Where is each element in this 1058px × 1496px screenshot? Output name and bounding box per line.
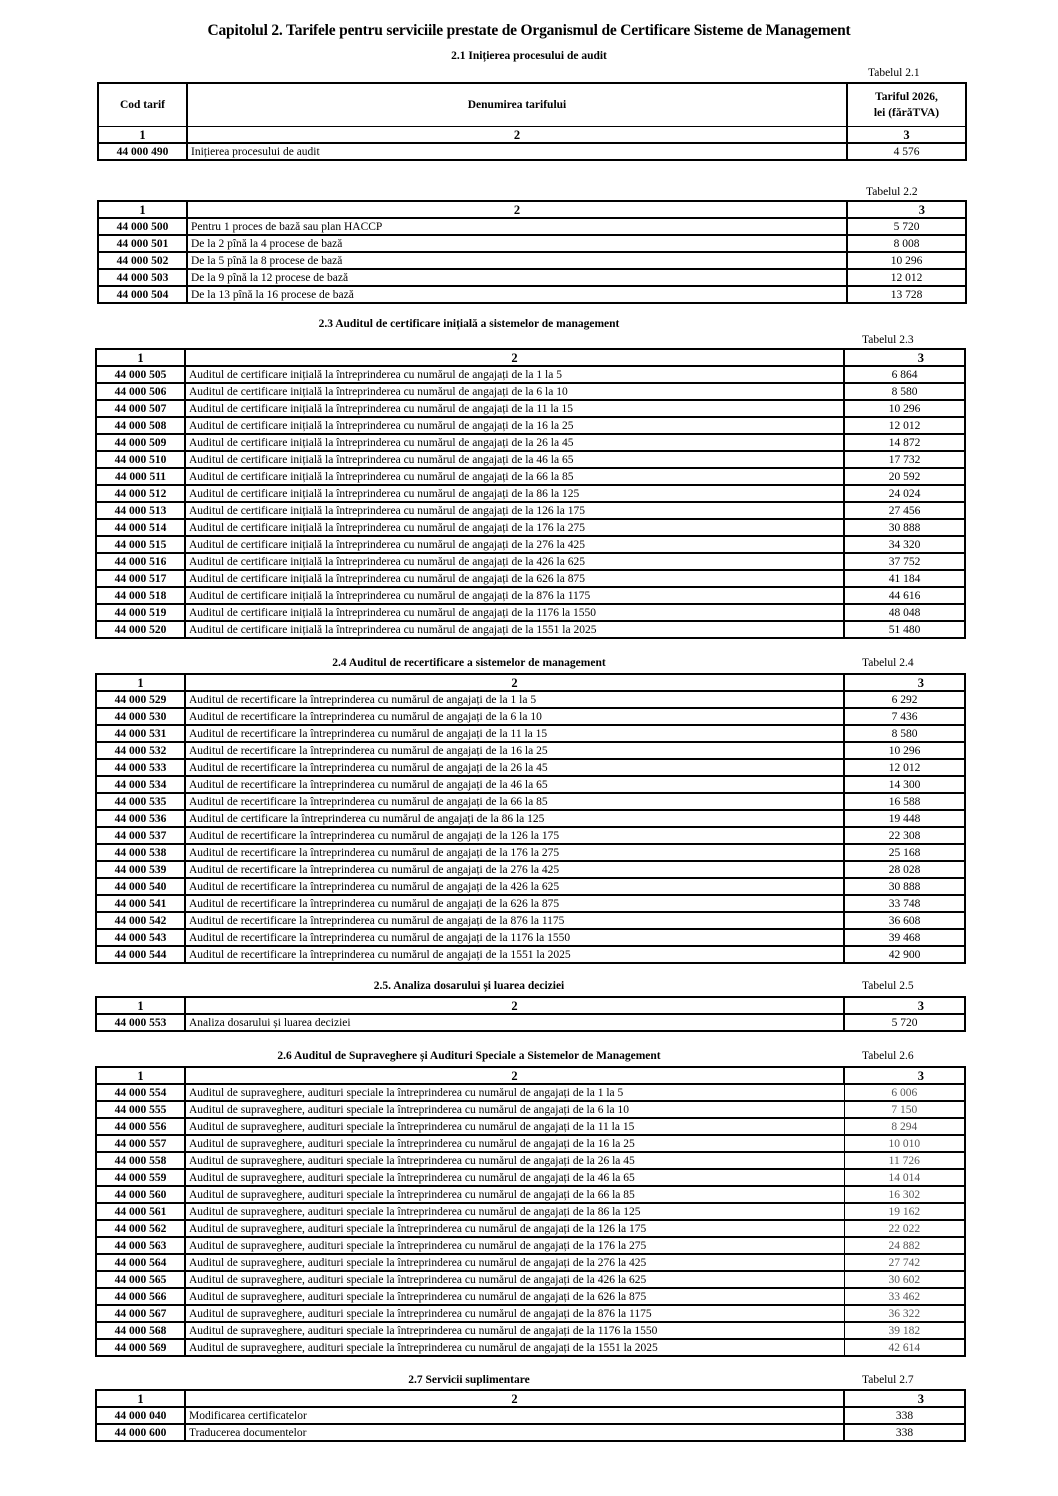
tariff-price: 10 296 <box>844 400 965 417</box>
tariff-name: Auditul de supraveghere, audituri speciale la întreprinderea cu numărul de angajați de la 1551 la 2025 <box>185 1339 844 1356</box>
tariff-row <box>96 946 965 963</box>
tariff-price: 8 008 <box>847 235 966 252</box>
tariff-price: 39 468 <box>844 929 965 946</box>
section-title-2-6: 2.6 Auditul de Supraveghere și Audituri Speciale a Sistemelor de Management <box>277 1050 661 1062</box>
column-number-1: 1 <box>96 674 185 691</box>
table-label-2-4: Tabelul 2.4 <box>862 657 914 669</box>
column-number-row <box>96 1067 965 1084</box>
tariff-name: De la 2 pînă la 4 procese de bază <box>187 235 847 252</box>
tariff-name: Auditul de recertificare la întreprinderea cu numărul de angajați de la 26 la 45 <box>185 759 844 776</box>
tariff-code: 44 000 506 <box>96 383 185 400</box>
tariff-row <box>96 1220 965 1237</box>
tariff-name: Auditul de certificare inițială la întreprinderea cu numărul de angajați de la 1176 la 1550 <box>185 604 844 621</box>
tariff-price: 20 592 <box>844 468 965 485</box>
tariff-row <box>96 417 965 434</box>
tariff-row <box>96 1322 965 1339</box>
table-label-2-6: Tabelul 2.6 <box>862 1050 914 1062</box>
tariff-price: 37 752 <box>844 553 965 570</box>
tariff-name: Auditul de supraveghere, audituri speciale la întreprinderea cu numărul de angajați de la 876 la 1175 <box>185 1305 844 1322</box>
tariff-code: 44 000 514 <box>96 519 185 536</box>
tariff-price: 17 732 <box>844 451 965 468</box>
tariff-name: Auditul de certificare inițială la întreprinderea cu numărul de angajați de la 426 la 625 <box>185 553 844 570</box>
tariff-row <box>98 218 966 235</box>
tariff-row <box>96 1203 965 1220</box>
tariff-name: Auditul de certificare inițială la întreprinderea cu numărul de angajați de la 1 la 5 <box>185 366 844 383</box>
tariff-row <box>98 286 966 303</box>
tariff-price: 6 006 <box>844 1084 965 1101</box>
tariff-code: 44 000 536 <box>96 810 185 827</box>
tariff-price: 16 588 <box>844 793 965 810</box>
header-name: Denumirea tarifului <box>187 83 847 127</box>
tariff-code: 44 000 562 <box>96 1220 185 1237</box>
tariff-row <box>96 485 965 502</box>
tariff-table-2-6 <box>95 1066 966 1357</box>
tariff-code: 44 000 533 <box>96 759 185 776</box>
column-number-3: 3 <box>847 201 966 218</box>
column-number-2: 2 <box>185 997 844 1014</box>
tariff-price: 10 296 <box>844 742 965 759</box>
tariff-row <box>96 1186 965 1203</box>
column-number-row <box>96 1390 965 1407</box>
table-label-2-5: Tabelul 2.5 <box>862 980 914 992</box>
tariff-name: Auditul de certificare inițială la întreprinderea cu numărul de angajați de la 16 la 25 <box>185 417 844 434</box>
tariff-price: 39 182 <box>844 1322 965 1339</box>
tariff-name: Auditul de recertificare la întreprinderea cu numărul de angajați de la 876 la 1175 <box>185 912 844 929</box>
tariff-name: Auditul de certificare inițială la întreprinderea cu numărul de angajați de la 6 la 10 <box>185 383 844 400</box>
tariff-name: Auditul de supraveghere, audituri speciale la întreprinderea cu numărul de angajați de la 86 la 125 <box>185 1203 844 1220</box>
tariff-price: 22 308 <box>844 827 965 844</box>
tariff-code: 44 000 567 <box>96 1305 185 1322</box>
tariff-code: 44 000 518 <box>96 587 185 604</box>
tariff-price: 14 014 <box>844 1169 965 1186</box>
tariff-code: 44 000 515 <box>96 536 185 553</box>
tariff-row <box>96 776 965 793</box>
tariff-price: 11 726 <box>844 1152 965 1169</box>
header-code: Cod tarif <box>98 83 187 127</box>
tariff-name: Auditul de supraveghere, audituri speciale la întreprinderea cu numărul de angajați de la 46 la 65 <box>185 1169 844 1186</box>
tariff-table-2-1 <box>97 82 967 161</box>
tariff-price: 6 292 <box>844 691 965 708</box>
tariff-price: 28 028 <box>844 861 965 878</box>
tariff-code: 44 000 530 <box>96 708 185 725</box>
tariff-name: Auditul de certificare inițială la întreprinderea cu numărul de angajați de la 11 la 15 <box>185 400 844 417</box>
tariff-code: 44 000 505 <box>96 366 185 383</box>
tariff-row <box>96 570 965 587</box>
tariff-row <box>96 1135 965 1152</box>
tariff-row <box>96 1407 965 1424</box>
tariff-row <box>96 1254 965 1271</box>
tariff-code: 44 000 568 <box>96 1322 185 1339</box>
tariff-code: 44 000 566 <box>96 1288 185 1305</box>
tariff-row <box>96 929 965 946</box>
tariff-code: 44 000 561 <box>96 1203 185 1220</box>
tariff-price: 34 320 <box>844 536 965 553</box>
tariff-row <box>96 844 965 861</box>
tariff-code: 44 000 556 <box>96 1118 185 1135</box>
tariff-name: Traducerea documentelor <box>185 1424 844 1441</box>
tariff-row <box>96 1305 965 1322</box>
tariff-row <box>96 621 965 638</box>
tariff-row <box>96 912 965 929</box>
tariff-code: 44 000 509 <box>96 434 185 451</box>
tariff-price: 7 436 <box>844 708 965 725</box>
tariff-code: 44 000 542 <box>96 912 185 929</box>
tariff-name: Auditul de certificare inițială la întreprinderea cu numărul de angajați de la 876 la 1175 <box>185 587 844 604</box>
tariff-price: 7 150 <box>844 1101 965 1118</box>
tariff-price: 6 864 <box>844 366 965 383</box>
tariff-code: 44 000 600 <box>96 1424 185 1441</box>
tariff-code: 44 000 520 <box>96 621 185 638</box>
tariff-price: 5 720 <box>847 218 966 235</box>
tariff-name: Auditul de certificare inițială la întreprinderea cu numărul de angajați de la 46 la 65 <box>185 451 844 468</box>
tariff-price: 42 614 <box>844 1339 965 1356</box>
tariff-row <box>98 252 966 269</box>
header-price-line1: Tariful 2026, <box>875 91 938 103</box>
tariff-row <box>98 143 966 160</box>
tariff-name: De la 5 pînă la 8 procese de bază <box>187 252 847 269</box>
tariff-code: 44 000 558 <box>96 1152 185 1169</box>
section-title-2-7: 2.7 Servicii suplimentare <box>408 1374 530 1386</box>
tariff-code: 44 000 517 <box>96 570 185 587</box>
column-number-1: 1 <box>96 1390 185 1407</box>
tariff-code: 44 000 500 <box>98 218 187 235</box>
tariff-table-2-2 <box>97 200 967 304</box>
tariff-table-2-3 <box>95 348 966 639</box>
tariff-price: 19 162 <box>844 1203 965 1220</box>
tariff-name: De la 13 pînă la 16 procese de bază <box>187 286 847 303</box>
column-number-2: 2 <box>187 201 847 218</box>
tariff-name: Auditul de certificare inițială la întreprinderea cu numărul de angajați de la 176 la 275 <box>185 519 844 536</box>
tariff-price: 12 012 <box>847 269 966 286</box>
tariff-price: 36 322 <box>844 1305 965 1322</box>
tariff-code: 44 000 537 <box>96 827 185 844</box>
tariff-price: 8 580 <box>844 725 965 742</box>
tariff-price: 10 010 <box>844 1135 965 1152</box>
tariff-row <box>96 1288 965 1305</box>
tariff-price: 5 720 <box>844 1014 965 1031</box>
tariff-row <box>96 434 965 451</box>
tariff-price: 27 742 <box>844 1254 965 1271</box>
tariff-code: 44 000 511 <box>96 468 185 485</box>
tariff-name: Auditul de recertificare la întreprinderea cu numărul de angajați de la 276 la 425 <box>185 861 844 878</box>
tariff-row <box>96 383 965 400</box>
table-label-2-2: Tabelul 2.2 <box>866 186 918 198</box>
tariff-name: Auditul de certificare la întreprinderea cu numărul de angajați de la 86 la 125 <box>185 810 844 827</box>
tariff-code: 44 000 531 <box>96 725 185 742</box>
tariff-price: 24 882 <box>844 1237 965 1254</box>
section-title-2-5: 2.5. Analiza dosarului și luarea deciziei <box>373 980 565 992</box>
tariff-name: Auditul de recertificare la întreprinderea cu numărul de angajați de la 626 la 875 <box>185 895 844 912</box>
tariff-name: Auditul de supraveghere, audituri speciale la întreprinderea cu numărul de angajați de la 1176 la 1550 <box>185 1322 844 1339</box>
tariff-price: 24 024 <box>844 485 965 502</box>
tariff-price: 44 616 <box>844 587 965 604</box>
tariff-code: 44 000 513 <box>96 502 185 519</box>
tariff-row <box>96 895 965 912</box>
tariff-table-2-4 <box>95 673 966 964</box>
tariff-table-2-7 <box>95 1389 966 1442</box>
column-number-1: 1 <box>98 127 187 144</box>
tariff-code: 44 000 516 <box>96 553 185 570</box>
tariff-name: Auditul de supraveghere, audituri speciale la întreprinderea cu numărul de angajați de la 126 la 175 <box>185 1220 844 1237</box>
tariff-price: 42 900 <box>844 946 965 963</box>
tariff-row <box>96 1152 965 1169</box>
tariff-price: 33 748 <box>844 895 965 912</box>
tariff-row <box>96 742 965 759</box>
tariff-code: 44 000 540 <box>96 878 185 895</box>
tariff-code: 44 000 040 <box>96 1407 185 1424</box>
tariff-price: 8 580 <box>844 383 965 400</box>
header-price-line2: lei (fărăTVA) <box>873 107 940 119</box>
tariff-price: 19 448 <box>844 810 965 827</box>
column-number-row <box>98 201 966 218</box>
tariff-code: 44 000 508 <box>96 417 185 434</box>
tariff-price: 13 728 <box>847 286 966 303</box>
tariff-name: Auditul de certificare inițială la întreprinderea cu numărul de angajați de la 276 la 425 <box>185 536 844 553</box>
tariff-code: 44 000 554 <box>96 1084 185 1101</box>
column-number-1: 1 <box>96 349 185 366</box>
tariff-row <box>96 1084 965 1101</box>
column-number-3: 3 <box>844 349 965 366</box>
tariff-name: Pentru 1 proces de bază sau plan HACCP <box>187 218 847 235</box>
tariff-price: 338 <box>844 1407 965 1424</box>
tariff-price: 22 022 <box>844 1220 965 1237</box>
tariff-code: 44 000 557 <box>96 1135 185 1152</box>
tariff-price: 10 296 <box>847 252 966 269</box>
tariff-row <box>96 587 965 604</box>
column-number-1: 1 <box>98 201 187 218</box>
column-number-1: 1 <box>96 997 185 1014</box>
column-number-2: 2 <box>185 1067 844 1084</box>
tariff-price: 12 012 <box>844 759 965 776</box>
tariff-row <box>96 451 965 468</box>
tariff-name: Analiza dosarului și luarea deciziei <box>185 1014 844 1031</box>
tariff-row <box>96 1237 965 1254</box>
tariff-name: Auditul de recertificare la întreprinderea cu numărul de angajați de la 46 la 65 <box>185 776 844 793</box>
tariff-row <box>98 235 966 252</box>
tariff-code: 44 000 563 <box>96 1237 185 1254</box>
tariff-code: 44 000 534 <box>96 776 185 793</box>
tariff-name: Auditul de supraveghere, audituri speciale la întreprinderea cu numărul de angajați de la 626 la 875 <box>185 1288 844 1305</box>
tariff-row <box>98 269 966 286</box>
tariff-name: Auditul de supraveghere, audituri speciale la întreprinderea cu numărul de angajați de la 426 la 625 <box>185 1271 844 1288</box>
column-number-1: 1 <box>96 1067 185 1084</box>
column-number-row <box>96 349 965 366</box>
tariff-code: 44 000 543 <box>96 929 185 946</box>
tariff-name: Auditul de recertificare la întreprinderea cu numărul de angajați de la 1551 la 2025 <box>185 946 844 963</box>
tariff-code: 44 000 553 <box>96 1014 185 1031</box>
column-number-2: 2 <box>187 127 847 144</box>
tariff-name: Auditul de recertificare la întreprinderea cu numărul de angajați de la 426 la 625 <box>185 878 844 895</box>
tariff-row <box>96 759 965 776</box>
tariff-code: 44 000 559 <box>96 1169 185 1186</box>
tariff-row <box>96 604 965 621</box>
tariff-code: 44 000 490 <box>98 143 187 160</box>
tariff-row <box>96 1169 965 1186</box>
column-number-2: 2 <box>185 349 844 366</box>
tariff-code: 44 000 555 <box>96 1101 185 1118</box>
tariff-price: 30 888 <box>844 519 965 536</box>
column-number-3: 3 <box>844 674 965 691</box>
column-number-3: 3 <box>847 127 966 144</box>
tariff-name: Auditul de supraveghere, audituri speciale la întreprinderea cu numărul de angajați de la 26 la 45 <box>185 1152 844 1169</box>
tariff-row <box>96 1014 965 1031</box>
tariff-price: 16 302 <box>844 1186 965 1203</box>
tariff-name: Auditul de certificare inițială la întreprinderea cu numărul de angajați de la 26 la 45 <box>185 434 844 451</box>
tariff-name: Auditul de recertificare la întreprinderea cu numărul de angajați de la 11 la 15 <box>185 725 844 742</box>
tariff-row <box>96 1101 965 1118</box>
tariff-row <box>96 536 965 553</box>
tariff-row <box>96 519 965 536</box>
tariff-name: Auditul de supraveghere, audituri speciale la întreprinderea cu numărul de angajați de la 276 la 425 <box>185 1254 844 1271</box>
tariff-name: Auditul de supraveghere, audituri speciale la întreprinderea cu numărul de angajați de la 6 la 10 <box>185 1101 844 1118</box>
tariff-code: 44 000 502 <box>98 252 187 269</box>
tariff-row <box>96 1339 965 1356</box>
tariff-name: Auditul de recertificare la întreprinderea cu numărul de angajați de la 1 la 5 <box>185 691 844 708</box>
tariff-row <box>96 793 965 810</box>
tariff-code: 44 000 507 <box>96 400 185 417</box>
tariff-price: 4 576 <box>847 143 966 160</box>
tariff-code: 44 000 569 <box>96 1339 185 1356</box>
column-number-3: 3 <box>844 1390 965 1407</box>
tariff-code: 44 000 560 <box>96 1186 185 1203</box>
header-price <box>847 83 966 127</box>
tariff-price: 14 872 <box>844 434 965 451</box>
tariff-code: 44 000 504 <box>98 286 187 303</box>
tariff-name: Auditul de recertificare la întreprinderea cu numărul de angajați de la 6 la 10 <box>185 708 844 725</box>
section-title-2-3: 2.3 Auditul de certificare inițială a sistemelor de management <box>318 318 620 330</box>
tariff-row <box>96 878 965 895</box>
tariff-name: Auditul de supraveghere, audituri speciale la întreprinderea cu numărul de angajați de la 11 la 15 <box>185 1118 844 1135</box>
tariff-row <box>96 468 965 485</box>
tariff-row <box>96 1271 965 1288</box>
column-number-row <box>96 997 965 1014</box>
table-label-2-3: Tabelul 2.3 <box>862 334 914 346</box>
tariff-price: 51 480 <box>844 621 965 638</box>
tariff-row <box>96 1424 965 1441</box>
tariff-row <box>96 553 965 570</box>
tariff-name: Modificarea certificatelor <box>185 1407 844 1424</box>
tariff-name: Auditul de recertificare la întreprinderea cu numărul de angajați de la 66 la 85 <box>185 793 844 810</box>
tariff-price: 27 456 <box>844 502 965 519</box>
tariff-price: 30 602 <box>844 1271 965 1288</box>
tariff-row <box>96 502 965 519</box>
tariff-code: 44 000 529 <box>96 691 185 708</box>
tariff-name: Auditul de recertificare la întreprinderea cu numărul de angajați de la 1176 la 1550 <box>185 929 844 946</box>
tariff-price: 33 462 <box>844 1288 965 1305</box>
tariff-code: 44 000 510 <box>96 451 185 468</box>
tariff-name: Auditul de certificare inițială la întreprinderea cu numărul de angajați de la 66 la 85 <box>185 468 844 485</box>
tariff-name: Auditul de certificare inițială la întreprinderea cu numărul de angajați de la 86 la 125 <box>185 485 844 502</box>
tariff-price: 30 888 <box>844 878 965 895</box>
tariff-code: 44 000 541 <box>96 895 185 912</box>
tariff-code: 44 000 503 <box>98 269 187 286</box>
tariff-code: 44 000 535 <box>96 793 185 810</box>
column-number-row <box>96 674 965 691</box>
tariff-price: 48 048 <box>844 604 965 621</box>
section-title-2-1: 2.1 Inițierea procesului de audit <box>451 50 607 62</box>
tariff-code: 44 000 539 <box>96 861 185 878</box>
tariff-row <box>96 400 965 417</box>
tariff-name: Auditul de supraveghere, audituri speciale la întreprinderea cu numărul de angajați de la 66 la 85 <box>185 1186 844 1203</box>
tariff-row <box>96 708 965 725</box>
section-title-2-4: 2.4 Auditul de recertificare a sistemelor de management <box>332 657 606 669</box>
tariff-code: 44 000 544 <box>96 946 185 963</box>
tariff-name: Auditul de certificare inițială la întreprinderea cu numărul de angajați de la 1551 la 2025 <box>185 621 844 638</box>
column-number-row <box>98 127 966 144</box>
chapter-title: Capitolul 2. Tarifele pentru serviciile prestate de Organismul de Certificare Sisteme de Management <box>207 22 851 39</box>
tariff-row <box>96 1118 965 1135</box>
column-number-2: 2 <box>185 1390 844 1407</box>
tariff-code: 44 000 538 <box>96 844 185 861</box>
column-number-3: 3 <box>844 1067 965 1084</box>
table-header-row <box>98 83 966 127</box>
tariff-table-2-5 <box>95 996 966 1032</box>
tariff-name: De la 9 pînă la 12 procese de bază <box>187 269 847 286</box>
table-label-2-1: Tabelul 2.1 <box>868 67 920 79</box>
tariff-row <box>96 691 965 708</box>
tariff-name: Auditul de certificare inițială la întreprinderea cu numărul de angajați de la 126 la 175 <box>185 502 844 519</box>
tariff-price: 14 300 <box>844 776 965 793</box>
tariff-price: 8 294 <box>844 1118 965 1135</box>
tariff-code: 44 000 565 <box>96 1271 185 1288</box>
tariff-code: 44 000 519 <box>96 604 185 621</box>
tariff-code: 44 000 564 <box>96 1254 185 1271</box>
tariff-code: 44 000 512 <box>96 485 185 502</box>
tariff-price: 12 012 <box>844 417 965 434</box>
tariff-code: 44 000 532 <box>96 742 185 759</box>
table-label-2-7: Tabelul 2.7 <box>862 1374 914 1386</box>
tariff-name: Auditul de recertificare la întreprinderea cu numărul de angajați de la 16 la 25 <box>185 742 844 759</box>
column-number-2: 2 <box>185 674 844 691</box>
tariff-row <box>96 861 965 878</box>
tariff-name: Auditul de recertificare la întreprinderea cu numărul de angajați de la 126 la 175 <box>185 827 844 844</box>
tariff-name: Auditul de supraveghere, audituri speciale la întreprinderea cu numărul de angajați de la 16 la 25 <box>185 1135 844 1152</box>
tariff-row <box>96 725 965 742</box>
column-number-3: 3 <box>844 997 965 1014</box>
tariff-price: 36 608 <box>844 912 965 929</box>
tariff-code: 44 000 501 <box>98 235 187 252</box>
tariff-name: Auditul de supraveghere, audituri speciale la întreprinderea cu numărul de angajați de la 1 la 5 <box>185 1084 844 1101</box>
tariff-price: 41 184 <box>844 570 965 587</box>
tariff-price: 25 168 <box>844 844 965 861</box>
tariff-row <box>96 827 965 844</box>
tariff-row <box>96 366 965 383</box>
tariff-price: 338 <box>844 1424 965 1441</box>
tariff-row <box>96 810 965 827</box>
tariff-name: Inițierea procesului de audit <box>187 143 847 160</box>
tariff-name: Auditul de supraveghere, audituri speciale la întreprinderea cu numărul de angajați de la 176 la 275 <box>185 1237 844 1254</box>
tariff-name: Auditul de recertificare la întreprinderea cu numărul de angajați de la 176 la 275 <box>185 844 844 861</box>
tariff-name: Auditul de certificare inițială la întreprinderea cu numărul de angajați de la 626 la 875 <box>185 570 844 587</box>
